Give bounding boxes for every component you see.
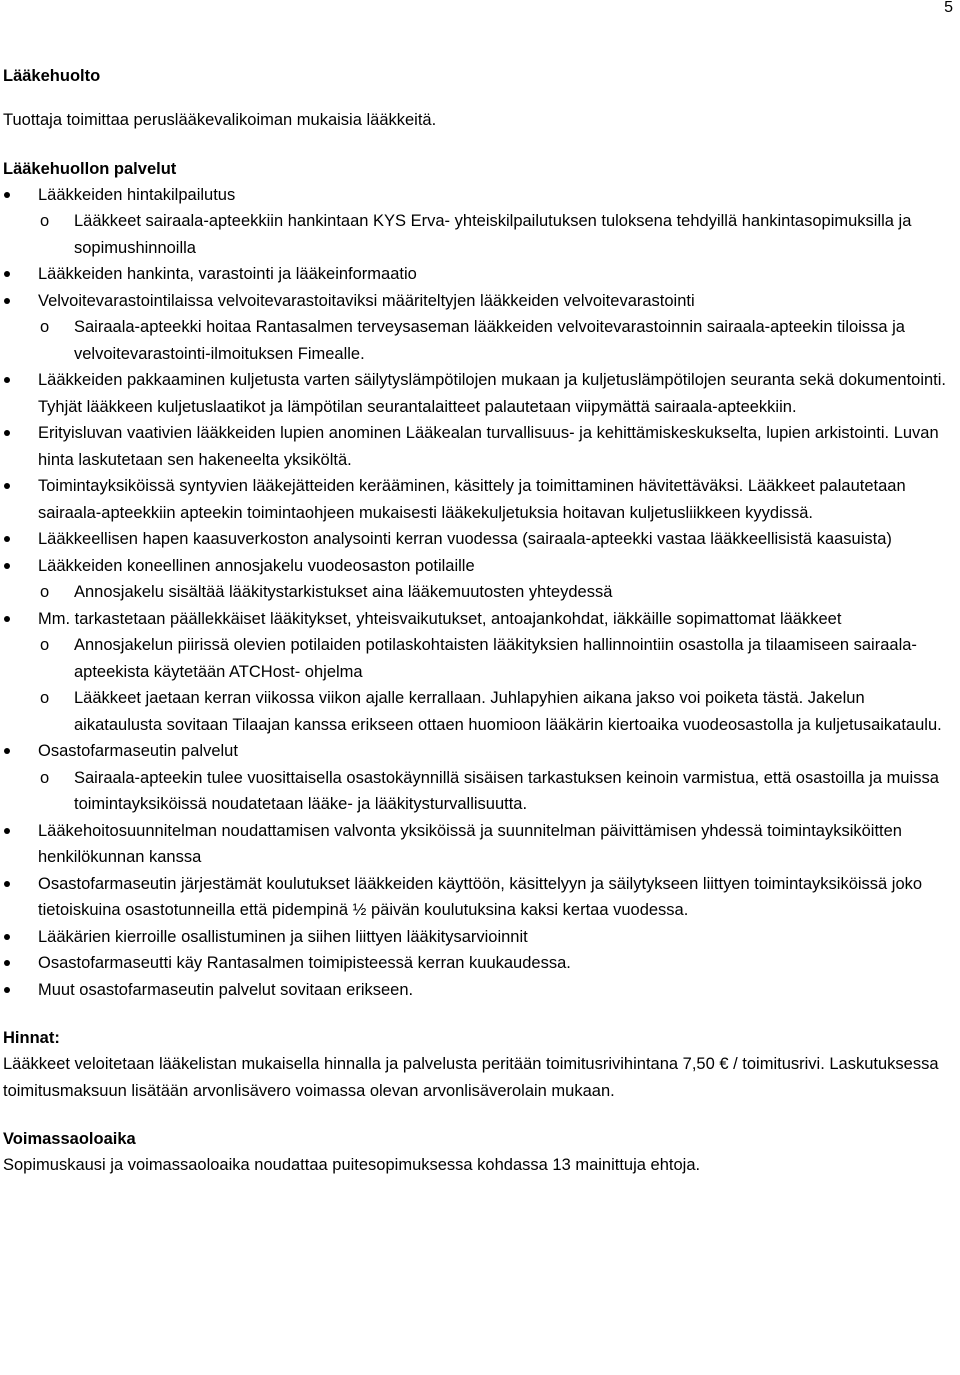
service-item bbox=[3, 924, 953, 951]
bullet-icon bbox=[4, 430, 10, 436]
sub-list bbox=[38, 314, 953, 367]
sub-item-text: Sairaala-apteekki hoitaa Rantasalmen terveysaseman lääkkeiden velvoitevarastoinnin sairaala-apteekin tiloissa ja velvoitevarastointi-ilmoituksen Fimealle. bbox=[74, 318, 905, 363]
service-item-text: Osastofarmaseutin palvelut bbox=[38, 742, 238, 760]
section-title-palvelut: Lääkehuollon palvelut bbox=[3, 159, 177, 178]
sub-item-text: Lääkkeet jaetaan kerran viikossa viikon ajalle kerrallaan. Juhlapyhien aikana jakso voi poiketa tästä. Jakelun aikataulusta sovitaan Tilaajan kanssa erikseen ottaen huomioon lääkärin kiertoaika vuodeosastolla ja kuljetusaikataulu. bbox=[74, 689, 942, 734]
service-item-text: Lääkkeiden pakkaaminen kuljetusta varten säilytyslämpötilojen mukaan ja kuljetuslämpötilojen seuranta sekä dokumentointi. Tyhjät lääkkeen kuljetuslaatikot ja lämpötilan seurantalaitteet palautetaan viipymättä sairaala-apteekkiin. bbox=[38, 371, 947, 416]
service-item-text: Mm. tarkastetaan päällekkäiset lääkitykset, yhteisvaikutukset, antoajankohdat, iäkkäille sopimattomat lääkkeet bbox=[38, 609, 842, 628]
service-item bbox=[3, 950, 953, 977]
sub-item-text: Annosjakelu sisältää lääkitystarkistukset aina lääkemuutosten yhteydessä bbox=[74, 583, 613, 601]
bullet-icon bbox=[4, 536, 10, 542]
service-item-text: Lääkärien kierroille osallistuminen ja siihen liittyen lääkitysarvioinnit bbox=[38, 927, 528, 946]
sub-item-text: Annosjakelun piirissä olevien potilaiden potilaskohtaisten lääkityksien hallinnointiin osastolla ja tilaamiseen sairaala-apteekista käytetään ATCHost- ohjelma bbox=[74, 636, 917, 681]
service-item bbox=[3, 977, 953, 1004]
service-item bbox=[3, 288, 953, 368]
circle-bullet-icon: o bbox=[40, 636, 50, 654]
bullet-icon bbox=[4, 298, 10, 304]
bullet-icon bbox=[4, 748, 10, 754]
sub-item bbox=[3, 579, 953, 606]
service-item bbox=[3, 261, 953, 288]
service-item bbox=[3, 526, 953, 553]
service-item-text: Erityisluvan vaativien lääkkeiden lupien anominen Lääkealan turvallisuus- ja kehittämiskeskukselta, lupien arkistointi. Luvan hinta laskutetaan sen hakeneelta yksiköltä. bbox=[38, 424, 939, 469]
service-item-text: Lääkkeiden hintakilpailutus bbox=[38, 185, 236, 204]
sub-item bbox=[3, 632, 953, 685]
service-item bbox=[3, 553, 953, 606]
service-item bbox=[3, 606, 953, 739]
sub-item bbox=[3, 685, 953, 738]
bullet-icon bbox=[4, 881, 10, 887]
sub-item bbox=[3, 314, 953, 367]
sub-list bbox=[38, 579, 953, 606]
circle-bullet-icon: o bbox=[40, 583, 50, 601]
service-item bbox=[3, 367, 953, 420]
voimassaoloaika-text: Sopimuskausi ja voimassaoloaika noudattaa puitesopimuksessa kohdassa 13 mainittuja ehtoja. bbox=[3, 1156, 701, 1174]
sub-list bbox=[38, 632, 953, 738]
bullet-icon bbox=[4, 960, 10, 966]
circle-bullet-icon: o bbox=[40, 318, 50, 336]
bullet-icon bbox=[4, 377, 10, 383]
bullet-icon bbox=[4, 828, 10, 834]
bullet-icon bbox=[4, 483, 10, 489]
section-title-laakehuolto: Lääkehuolto bbox=[3, 67, 101, 85]
service-item-text: Toimintayksiköissä syntyvien lääkejätteiden kerääminen, käsittely ja toimittaminen hävitettäväksi. Lääkkeet palautetaan sairaala-apteekkiin apteekin toimintaohjeen mukaisesti lääkekuljetuksia hoitavan kuljetusliikkeen kyydissä. bbox=[38, 477, 906, 522]
sub-item bbox=[3, 208, 953, 261]
service-item-text: Lääkkeellisen hapen kaasuverkoston analysointi kerran vuodessa (sairaala-apteekki vastaa lääkkeellisistä kaasuista) bbox=[38, 530, 892, 548]
bullet-icon bbox=[4, 934, 10, 940]
service-item bbox=[3, 818, 953, 871]
service-item-text: Muut osastofarmaseutin palvelut sovitaan erikseen. bbox=[38, 980, 414, 999]
sub-list bbox=[38, 208, 953, 261]
circle-bullet-icon: o bbox=[40, 212, 50, 230]
circle-bullet-icon: o bbox=[40, 689, 50, 707]
service-item bbox=[3, 420, 953, 473]
service-item-text: Velvoitevarastointilaissa velvoitevarastoitaviksi määriteltyjen lääkkeiden velvoitevarastointi bbox=[38, 291, 695, 310]
bullet-icon bbox=[4, 563, 10, 569]
services-list bbox=[3, 182, 953, 1004]
page-number: 5 bbox=[944, 0, 953, 16]
service-item bbox=[3, 738, 953, 818]
service-item-text: Osastofarmaseutin järjestämät koulutukset lääkkeiden käyttöön, käsittelyyn ja säilytykseen liittyen toimintayksiköissä joko tietoiskuina osastotunneilla että pidempinä ½ päivän koulutuksina kaksi kertaa vuodessa. bbox=[38, 874, 923, 919]
sub-item-text: Lääkkeet sairaala-apteekkiin hankintaan KYS Erva- yhteiskilpailutuksen tuloksena tehdyillä hankintasopimuksilla ja sopimushinnoilla bbox=[74, 212, 912, 257]
bullet-icon bbox=[4, 192, 10, 198]
service-item bbox=[3, 182, 953, 262]
laakehuolto-text: Tuottaja toimittaa peruslääkevalikoiman mukaisia lääkkeitä. bbox=[3, 111, 437, 129]
sub-item-text: Sairaala-apteekin tulee vuosittaisella osastokäynnillä sisäisen tarkastuksen keinoin varmistua, että osastoilla ja muissa toimintayksiköissä noudatetaan lääke- ja lääkitysturvallisuutta. bbox=[74, 768, 939, 813]
bullet-icon bbox=[4, 987, 10, 993]
service-item bbox=[3, 473, 953, 526]
service-item-text: Lääkkeiden koneellinen annosjakelu vuodeosaston potilaille bbox=[38, 556, 475, 575]
document-body bbox=[3, 63, 953, 1179]
bullet-icon bbox=[4, 271, 10, 277]
circle-bullet-icon: o bbox=[40, 768, 50, 787]
service-item bbox=[3, 871, 953, 924]
service-item-text: Osastofarmaseutti käy Rantasalmen toimipisteessä kerran kuukaudessa. bbox=[38, 954, 571, 972]
hinnat-text: Lääkkeet veloitetaan lääkelistan mukaisella hinnalla ja palvelusta peritään toimitusrivihintana 7,50 € / toimitusrivi. Laskutuksessa toimitusmaksuun lisätään arvonlisävero voimassa olevan arvonlisäverolain mukaan. bbox=[3, 1055, 939, 1100]
sub-list bbox=[38, 765, 953, 818]
service-item-text: Lääkkeiden hankinta, varastointi ja lääkeinformaatio bbox=[38, 265, 417, 283]
bullet-icon bbox=[4, 616, 10, 622]
section-title-voimassaoloaika: Voimassaoloaika bbox=[3, 1130, 136, 1148]
sub-item bbox=[3, 765, 953, 818]
service-item-text: Lääkehoitosuunnitelman noudattamisen valvonta yksiköissä ja suunnitelman päivittämisen yhdessä toimintayksiköitten henkilökunnan kanssa bbox=[38, 821, 902, 866]
section-title-hinnat: Hinnat: bbox=[3, 1029, 60, 1047]
